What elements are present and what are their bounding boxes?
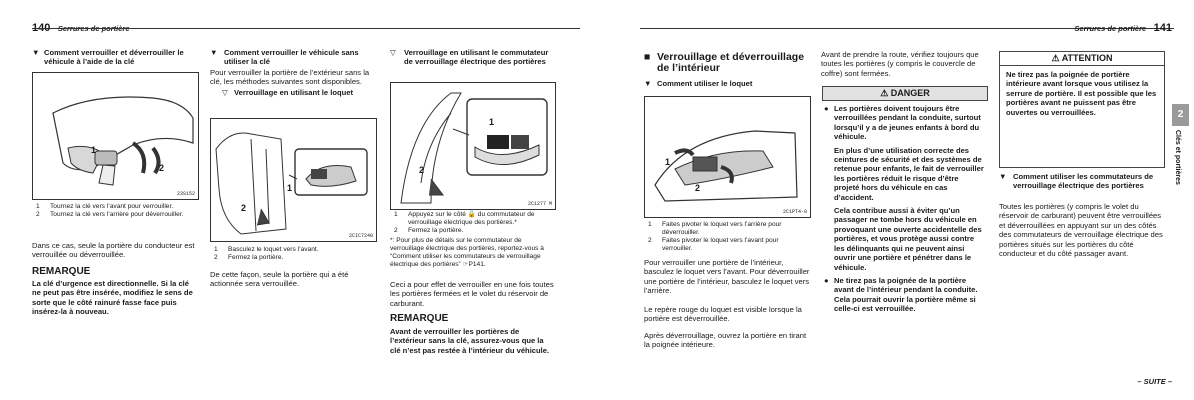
caption-item: 2 Fermez la portière.: [394, 227, 464, 235]
door-latch-illustration: [211, 119, 376, 241]
caption-item: 1 Appuyez sur le côté 🔒 du commutateur de verrouillage électrique des portières.*: [394, 211, 535, 227]
left-col-1: [32, 48, 198, 67]
caption-item: 2 Fermez la portière.: [214, 254, 284, 262]
paragraph: Le repère rouge du loquet est visible lorsque la portière est déverrouillée.: [644, 305, 802, 324]
footnote: *: Pour plus de détails sur le commutateur de verrouillage électrique des portières, reportez-vous à “Comment utiliser les commutateurs de verrouillage électrique des portières” ☞P141.: [390, 237, 544, 269]
running-header: Serrures de portière: [57, 24, 130, 33]
chapter-tab: 2: [1172, 104, 1189, 126]
captions-door-latch: [214, 246, 374, 262]
left-col-3: [390, 48, 554, 67]
paragraph: Après déverrouillage, ouvrez la portière en tirant la poignée intérieure.: [644, 331, 807, 350]
chapter-tab-label: Clés et portières: [1174, 130, 1181, 185]
figure-code: 2C1277 M: [527, 201, 552, 207]
figure-door-latch: [210, 118, 377, 242]
callout-2: 2: [159, 163, 165, 173]
danger-bullet: ● Ne tirez pas la poignée de la portière avant de l’intérieur pendant la conduite. Cela pourrait ouvrir la portière même si celle-ci est verrouillée.: [824, 275, 978, 314]
attention-banner: ⚠ ATTENTION: [1000, 52, 1164, 66]
danger-content: [824, 104, 984, 314]
continued-marker: – SUITE –: [1137, 377, 1172, 386]
subheading: ▽ Verrouillage en utilisant le loquet: [222, 88, 353, 98]
figure-code: 2C1PT4-0: [782, 209, 807, 215]
figure-interior-latch: [644, 96, 811, 218]
paragraph: Pour verrouiller une portière de l’intérieur, basculez le loquet vers l’avant. Pour déverrouiller une portière de l’intérieur, basculez le loquet vers l’arrière.: [644, 258, 810, 296]
remark-text: Avant de verrouiller les portières de l’extérieur sans la clé, assurez-vous que la clé n’est pas restée à l’intérieur du véhicule.: [390, 327, 550, 355]
header-rule: [32, 28, 580, 29]
danger-banner: ⚠ DANGER: [822, 86, 988, 101]
paragraph: Dans ce cas, seule la portière du conducteur est verrouillée ou déverrouillée.: [32, 241, 195, 260]
page-number: 141: [1153, 22, 1172, 34]
paragraph: Toutes les portières (y compris le volet du réservoir de carburant) peuvent être verrouillées et déverrouillées en appuyant sur un des côtés des commutateurs de verrouillage électrique des portières situés sur les portières du côté conducteur et du côté passager avant.: [999, 202, 1163, 259]
callout-2: 2: [419, 165, 425, 175]
subheading: ▽ Verrouillage en utilisant le commutateur de verrouillage électrique des portières: [390, 48, 549, 67]
captions-key-turn: [36, 203, 196, 219]
callout-2: 2: [695, 183, 701, 193]
caption-item: 1 Tournez la clé vers l’avant pour verrouiller.: [36, 203, 174, 210]
captions-interior-latch: [648, 221, 808, 253]
caption-item: 1 Faites pivoter le loquet vers l’arrière pour déverrouiller.: [648, 221, 782, 237]
figure-code: 23S152: [176, 191, 195, 197]
heading: ▼ Comment verrouiller le véhicule sans utiliser la clé: [210, 48, 359, 67]
figure-power-lock-switch: [390, 82, 556, 210]
heading: ▼ Comment utiliser les commutateurs de verrouillage électrique des portières: [999, 172, 1154, 191]
heading: ▼ Comment verrouiller et déverrouiller le véhicule à l’aide de la clé: [32, 48, 184, 67]
paragraph: Ceci a pour effet de verrouiller en une fois toutes les portières fermées et le volet du réservoir de carburant.: [390, 280, 554, 308]
danger-bullet-cont: En plus d’une utilisation correcte des ceintures de sécurité et des systèmes de retenue pour enfants, le fait de verrouiller les portières réduit le risque d’être projeté hors du véhicule en cas d’accident.: [834, 145, 984, 202]
remark-title: REMARQUE: [32, 266, 91, 277]
warning-triangle-icon: ⚠: [880, 88, 889, 98]
figure-key-turn: [32, 72, 199, 200]
left-page-header: [32, 18, 130, 36]
callout-1: 1: [489, 117, 495, 127]
left-col-2: [210, 48, 376, 98]
warning-triangle-icon: ⚠: [1051, 53, 1060, 63]
power-lock-switch-illustration: [391, 83, 555, 209]
callout-2: 2: [241, 203, 247, 213]
captions-power-lock: [394, 211, 552, 235]
right-page-header: [1074, 18, 1172, 36]
remark-text: La clé d’urgence est directionnelle. Si la clé ne peut pas être insérée, modifiez le sens de sorte que le côté rainuré fasse face puis insérez-la à nouveau.: [32, 279, 193, 317]
paragraph: Pour verrouiller la portière de l’extérieur sans la clé, les méthodes suivantes sont disponibles.: [210, 67, 370, 86]
callout-1: 1: [287, 183, 293, 193]
heading: ▼ Comment utiliser le loquet: [644, 79, 753, 88]
intro-paragraph: Avant de prendre la route, vérifiez toujours que toutes les portières (y compris le couvercle de coffre) sont fermées.: [821, 50, 979, 78]
right-col-1: [644, 52, 810, 88]
callout-1: 1: [665, 157, 671, 167]
danger-bullet-cont: Cela contribue aussi à éviter qu’un passager ne tombe hors du véhicule en provoquant une ouverte accidentelle des portières, et vous protège aussi contre les délinquants qui ne peuvent ainsi ouvrir une portière et pénétrer dans le véhicule.: [834, 206, 982, 272]
caption-item: 2 Faites pivoter le loquet vers l’avant pour verrouiller.: [648, 237, 779, 253]
caption-item: 1 Basculez le loquet vers l’avant.: [214, 246, 319, 253]
remark-title: REMARQUE: [390, 313, 449, 324]
caption-item: 2 Tournez la clé vers l’arrière pour déverrouiller.: [36, 211, 184, 219]
callout-1: 1: [91, 145, 97, 155]
figure-code: 2CIC7240: [348, 233, 373, 239]
section-title: ■ Verrouillage et déverrouillage de l’intérieur: [644, 51, 805, 74]
attention-text: Ne tirez pas la poignée de portière intérieure avant lorsque vous utilisez la serrure de portière. Il est possible que les portières avant ne puissent pas être ouvertes ou verrouillées.: [1006, 70, 1157, 117]
danger-bullet: ● Les portières doivent toujours être verrouillées pendant la conduite, surtout lorsqu’il y a de jeunes enfants à bord du véhicule.: [824, 104, 981, 142]
paragraph: De cette façon, seule la portière qui a été actionnée sera verrouillée.: [210, 270, 349, 289]
attention-box: [999, 51, 1165, 168]
key-in-lock-illustration: [33, 73, 198, 199]
page-number: 140: [32, 22, 51, 34]
running-header: Serrures de portière: [1074, 24, 1147, 33]
